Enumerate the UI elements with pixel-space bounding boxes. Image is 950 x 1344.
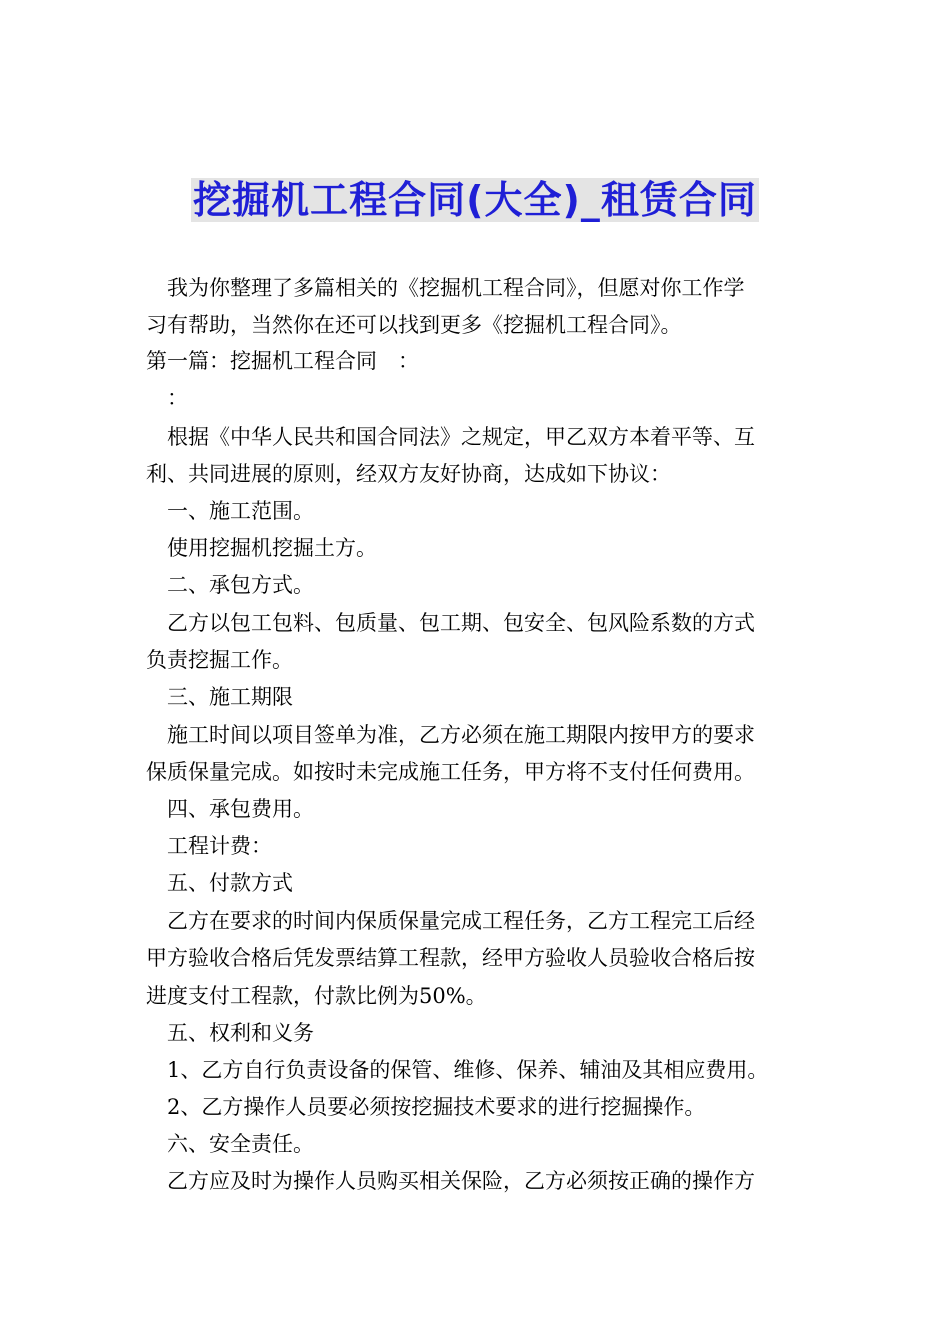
section-body-6-item1: 1、乙方自行负责设备的保管、维修、保养、辅油及其相应费用。 xyxy=(167,1058,769,1082)
section-heading-5: 五、付款方式 xyxy=(167,871,293,895)
section-body-5-line2: 甲方验收合格后凭发票结算工程款，经甲方验收人员验收合格后按 xyxy=(146,946,755,970)
paragraph-intro-line2: 习有帮助，当然你在还可以找到更多《挖掘机工程合同》。 xyxy=(146,313,682,337)
paragraph-intro-line1: 我为你整理了多篇相关的《挖掘机工程合同》，但愿对你工作学 xyxy=(167,276,745,300)
document-title: 挖掘机工程合同(大全)_租赁合同 xyxy=(193,178,757,222)
paragraph-law-line1: 根据《中华人民共和国合同法》之规定，甲乙双方本着平等、互 xyxy=(167,425,755,449)
section-heading-3: 三、施工期限 xyxy=(167,685,293,709)
section-body-1: 使用挖掘机挖掘土方。 xyxy=(167,536,377,560)
paragraph-law-line2: 利、共同进展的原则，经双方友好协商，达成如下协议： xyxy=(146,462,671,486)
section-body-3-line1: 施工时间以项目签单为准，乙方必须在施工期限内按甲方的要求 xyxy=(167,723,755,747)
section-body-5-line3: 进度支付工程款，付款比例为50%。 xyxy=(146,984,487,1008)
section-body-3-line2: 保质保量完成。如按时未完成施工任务，甲方将不支付任何费用。 xyxy=(146,760,755,784)
paragraph-part-heading: 第一篇：挖掘机工程合同 ： xyxy=(146,349,419,373)
section-body-6-item2: 2、乙方操作人员要必须按挖掘技术要求的进行挖掘操作。 xyxy=(167,1095,706,1119)
section-heading-6: 五、权利和义务 xyxy=(167,1021,314,1045)
title-container xyxy=(0,178,950,222)
paragraph-colon: ： xyxy=(167,386,188,410)
section-heading-7: 六、安全责任。 xyxy=(167,1132,314,1156)
section-body-5-line1: 乙方在要求的时间内保质保量完成工程任务，乙方工程完工后经 xyxy=(167,909,755,933)
section-body-7-line1: 乙方应及时为操作人员购买相关保险，乙方必须按正确的操作方 xyxy=(167,1169,755,1193)
section-heading-1: 一、施工范围。 xyxy=(167,499,314,523)
section-heading-2: 二、承包方式。 xyxy=(167,573,314,597)
section-body-2-line2: 负责挖掘工作。 xyxy=(146,648,293,672)
section-body-2-line1: 乙方以包工包料、包质量、包工期、包安全、包风险系数的方式 xyxy=(167,611,755,635)
document-body xyxy=(146,270,808,1200)
section-heading-4: 四、承包费用。 xyxy=(167,797,314,821)
section-body-4: 工程计费： xyxy=(167,834,272,858)
